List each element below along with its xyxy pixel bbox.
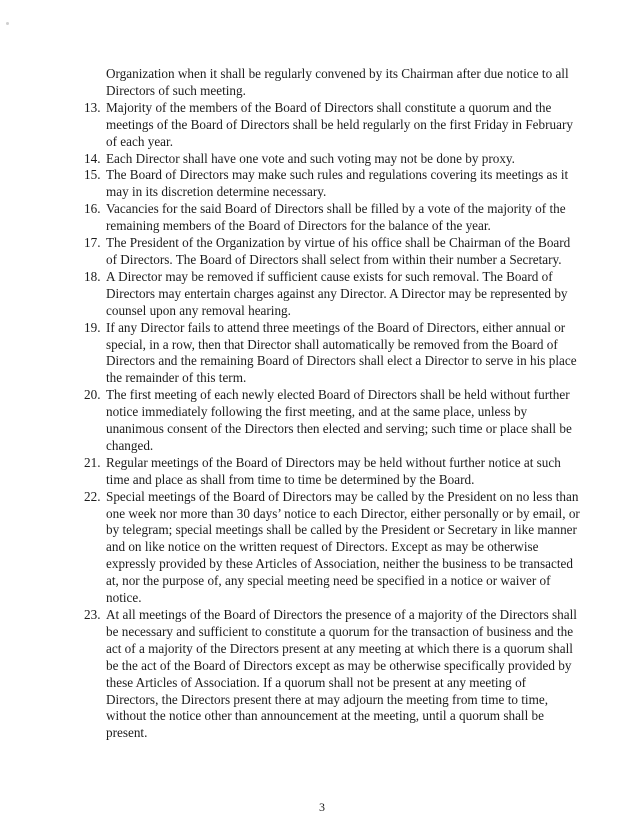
item-text: Special meetings of the Board of Directors may be called by the President on no less than one week nor more than 30 days’ notice to each Director, either personally or by email, or by telegram; special meetings shall be called by the President or Secretary in like manner and on like notice on the written request of Directors. Except as may be otherwise expressly provided by these Articles of Association, neither the business to be transacted at, nor the purpose of, any special meeting need be specified in a notice or waiver of notice. xyxy=(106,488,580,606)
item-text: Majority of the members of the Board of Directors shall constitute a quorum and the meetings of the Board of Directors shall be held regularly on the first Friday in February of each year. xyxy=(106,99,573,149)
item-text: Regular meetings of the Board of Directors may be held without further notice at such time and place as shall from time to time be determined by the Board. xyxy=(106,454,561,487)
item-text: Each Director shall have one vote and such voting may not be done by proxy. xyxy=(106,150,515,166)
item-number: 22. xyxy=(84,488,101,504)
item-number: 13. xyxy=(84,99,101,115)
item-number: 19. xyxy=(84,319,101,335)
item-text: A Director may be removed if sufficient cause exists for such removal. The Board of Directors may entertain charges against any Director. A Director may be represented by counsel upon any removal hearing. xyxy=(106,268,568,318)
item-number: 23. xyxy=(84,607,101,622)
item-number: 20. xyxy=(84,387,101,403)
item-number: 18. xyxy=(84,268,101,284)
article-item-13 xyxy=(84,100,580,151)
item-number: 21. xyxy=(84,454,101,470)
item-text: The Board of Directors may make such rules and regulations covering its meetings as it may in its discretion determine necessary. xyxy=(106,167,569,200)
article-item-15 xyxy=(84,167,580,201)
item-number: 16. xyxy=(84,201,101,217)
item-number: 15. xyxy=(84,167,101,183)
article-item-20 xyxy=(84,387,580,455)
article-item-18 xyxy=(84,269,580,320)
document-body xyxy=(84,66,580,742)
continuation-text: Organization when it shall be regularly convened by its Chairman after due notice to all Directors of such meeting. xyxy=(106,66,569,98)
article-item-19 xyxy=(84,320,580,388)
page-number: 3 xyxy=(319,800,325,814)
article-item-14 xyxy=(84,151,580,168)
article-item-23 xyxy=(84,607,580,742)
item-text: The President of the Organization by virtue of his office shall be Chairman of the Board of Directors. The Board of Directors shall select from within their number a Secretary. xyxy=(106,235,571,267)
article-item-22 xyxy=(84,489,580,607)
item-number: 14. xyxy=(84,150,101,166)
scan-speck xyxy=(6,22,9,25)
article-item-21 xyxy=(84,455,580,489)
item-number: 17. xyxy=(84,235,101,251)
item-text: If any Director fails to attend three meetings of the Board of Directors, either annual or special, in a row, then that Director shall automatically be removed from the Board of Directors and the remaining Board of Directors shall elect a Director to serve in his place the remainder of this term. xyxy=(106,319,577,386)
article-item-17 xyxy=(84,235,580,269)
item-text: The first meeting of each newly elected Board of Directors shall be held without further notice immediately following the first meeting, and at the same place, unless by unanimous consent of the Directors then elected and serving; such time or place shall be changed. xyxy=(106,387,572,453)
item-text: Vacancies for the said Board of Directors shall be filled by a vote of the majority of the remaining members of the Board of Directors for the balance of the year. xyxy=(106,201,566,234)
article-item-16 xyxy=(84,201,580,235)
item-text: At all meetings of the Board of Directors the presence of a majority of the Directors shall be necessary and sufficient to constitute a quorum for the transaction of business and the act of a majority of the Directors present at any meeting at which there is a quorum shall be the act of the Board of Directors except as may be otherwise specifically provided by these Articles of Association. If a quorum shall not be present at any meeting of Directors, the Directors present there at may adjourn the meeting from time to time, without the notice other than announcement at the meeting, until a quorum shall be present. xyxy=(106,607,577,741)
